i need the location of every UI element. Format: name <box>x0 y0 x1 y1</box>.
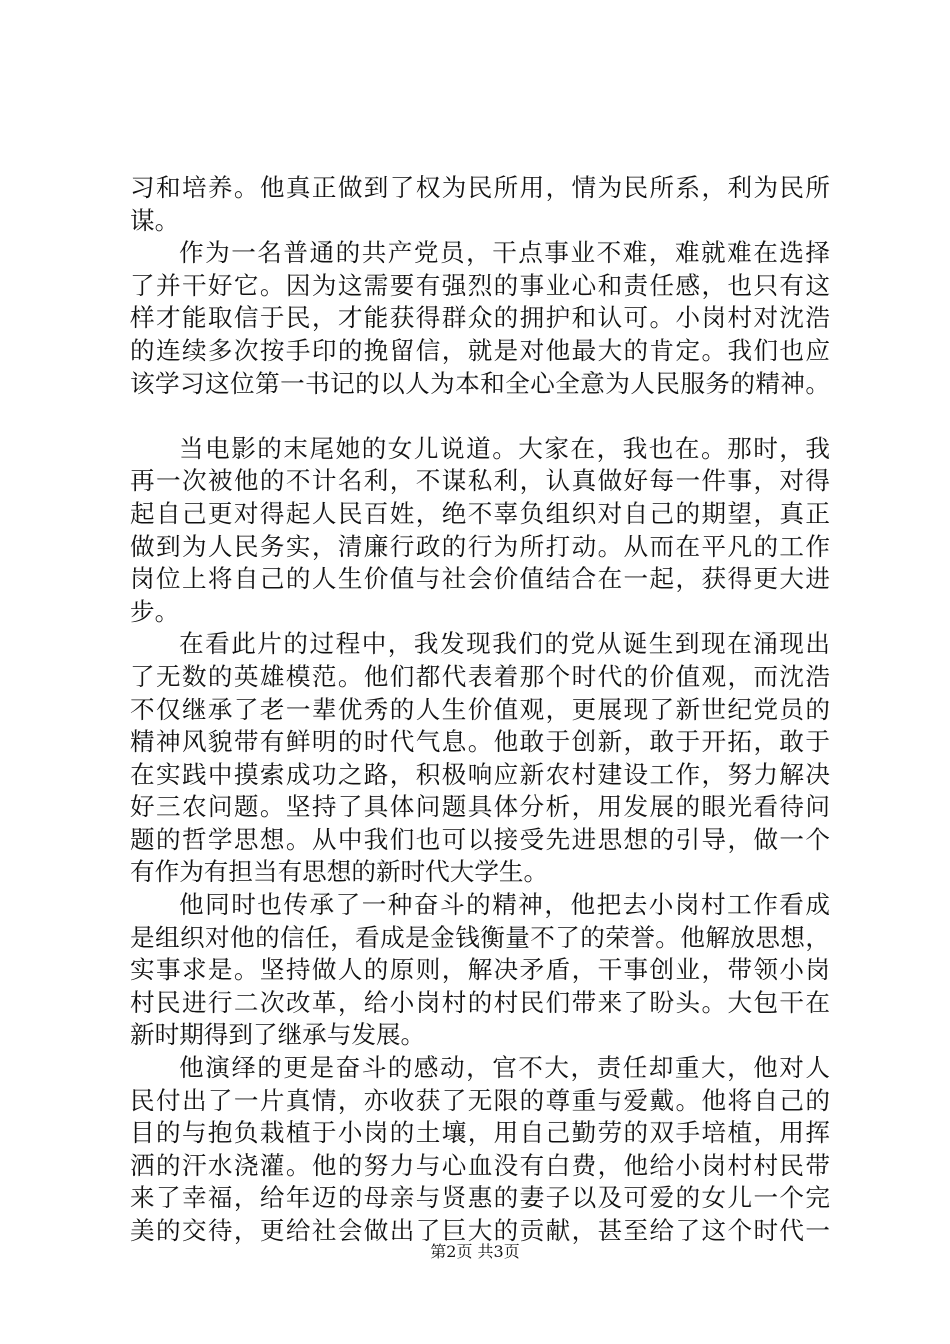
text-line: 再一次被他的不计名利，不谋私利，认真做好每一件事，对得 <box>130 466 830 496</box>
text-line: 精神风貌带有鲜明的时代气息。他敢于创新，敢于开拓，敢于 <box>130 727 830 757</box>
text-line: 村民进行二次改革，给小岗村的村民们带来了盼头。大包干在 <box>130 987 830 1017</box>
document-body <box>130 172 830 1248</box>
text-line: 他同时也传承了一种奋斗的精神，他把去小岗村工作看成 <box>179 890 830 920</box>
paragraph-gap <box>130 400 830 433</box>
text-line: 他演绎的更是奋斗的感动，官不大，责任却重大，他对人 <box>179 1053 830 1083</box>
text-line: 民付出了一片真情，亦收获了无限的尊重与爱戴。他将自己的 <box>130 1085 830 1115</box>
text-line: 美的交待，更给社会做出了巨大的贡献，甚至给了这个时代一 <box>130 1216 830 1245</box>
text-line: 是组织对他的信任，看成是金钱衡量不了的荣誉。他解放思想， <box>130 922 830 952</box>
text-line: 目的与抱负栽植于小岗的土壤，用自己勤劳的双手培植，用挥 <box>130 1118 830 1148</box>
text-line: 在看此片的过程中，我发现我们的党从诞生到现在涌现出 <box>179 629 830 659</box>
text-line: 习和培养。他真正做到了权为民所用，情为民所系，利为民所 <box>130 173 830 202</box>
text-line: 该学习这位第一书记的以人为本和全心全意为人民服务的精神。 <box>130 368 830 398</box>
text-line: 有作为有担当有思想的新时代大学生。 <box>130 857 549 887</box>
text-line: 题的哲学思想。从中我们也可以接受先进思想的引导，做一个 <box>130 824 830 854</box>
text-line: 谋。 <box>130 205 180 235</box>
text-line: 了无数的英雄模范。他们都代表着那个时代的价值观，而沈浩 <box>130 661 830 691</box>
text-line: 好三农问题。坚持了具体问题具体分析，用发展的眼光看待问 <box>130 792 830 822</box>
text-line: 洒的汗水浇灌。他的努力与心血没有白费，他给小岗村村民带 <box>130 1150 830 1180</box>
text-line: 的连续多次按手印的挽留信，就是对他最大的肯定。我们也应 <box>130 335 830 365</box>
text-line: 起自己更对得起人民百姓，绝不辜负组织对自己的期望，真正 <box>130 498 830 528</box>
text-line: 不仅继承了老一辈优秀的人生价值观，更展现了新世纪党员的 <box>130 694 830 724</box>
text-line: 在实践中摸索成功之路，积极响应新农村建设工作，努力解决 <box>130 759 830 789</box>
text-line: 样才能取信于民，才能获得群众的拥护和认可。小岗村对沈浩 <box>130 303 830 333</box>
text-line: 步。 <box>130 596 180 626</box>
page-number-footer: 第2页 共3页 <box>430 1242 520 1261</box>
text-line: 当电影的末尾她的女儿说道。大家在，我也在。那时，我 <box>179 433 830 463</box>
text-line: 岗位上将自己的人生价值与社会价值结合在一起，获得更大进 <box>130 564 830 594</box>
text-line: 来了幸福，给年迈的母亲与贤惠的妻子以及可爱的女儿一个完 <box>130 1183 830 1213</box>
text-line: 作为一名普通的共产党员，干点事业不难，难就难在选择 <box>179 238 830 268</box>
text-line: 实事求是。坚持做人的原则，解决矛盾，干事创业，带领小岗 <box>130 955 830 985</box>
text-line: 新时期得到了继承与发展。 <box>130 1020 426 1050</box>
text-line: 了并干好它。因为这需要有强烈的事业心和责任感，也只有这 <box>130 270 830 300</box>
text-line: 做到为人民务实，清廉行政的行为所打动。从而在平凡的工作 <box>130 531 830 561</box>
